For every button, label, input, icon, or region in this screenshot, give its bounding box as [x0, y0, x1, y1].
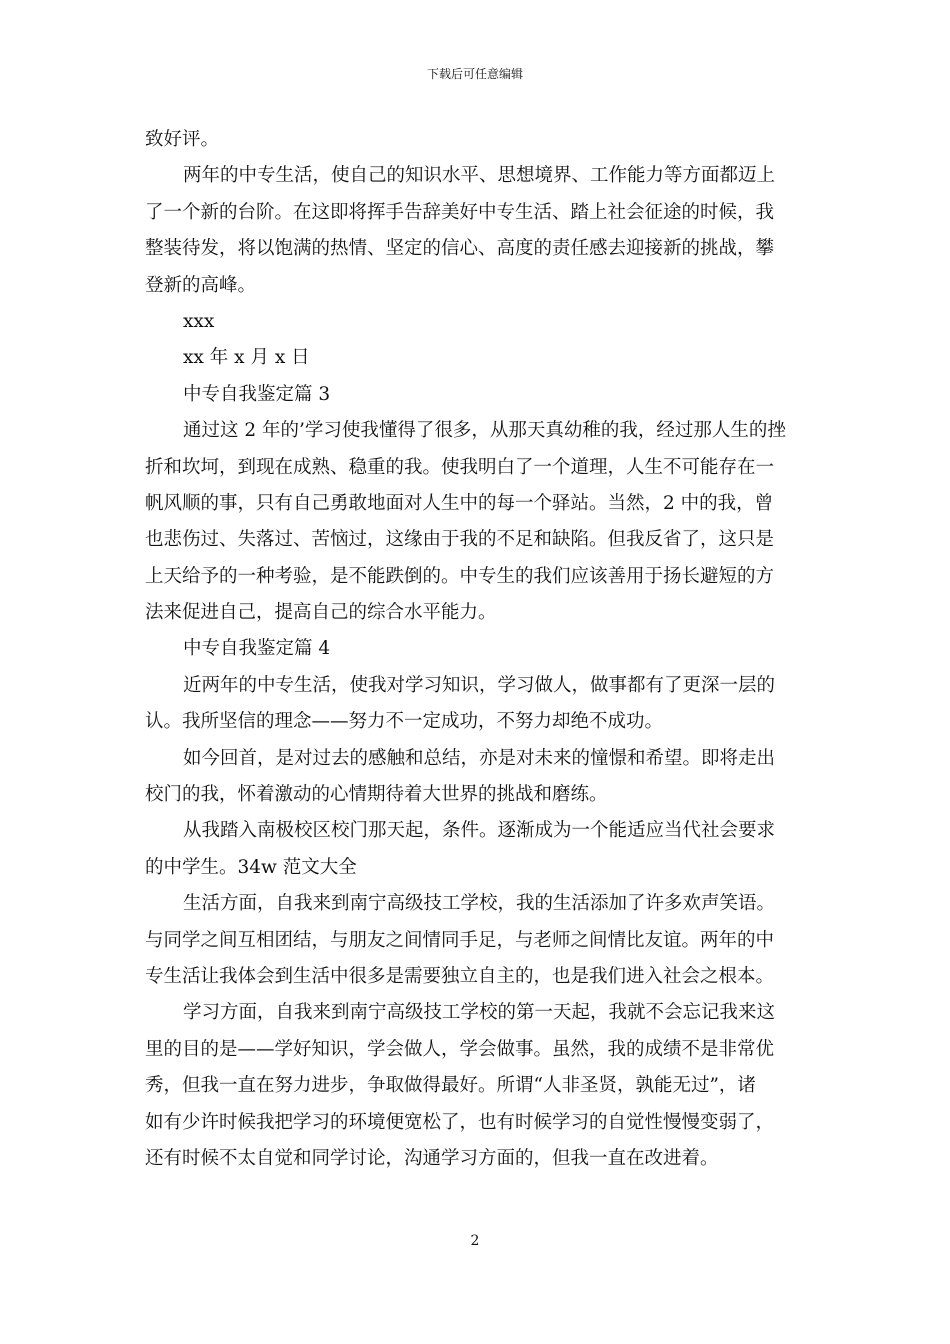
text-line: 学习方面，自我来到南宁高级技工学校的第一天起，我就不会忘记我来这 [183, 1002, 776, 1024]
text-line: 整装待发，将以饱满的热情、坚定的信心、高度的责任感去迎接新的挑战，攀 [145, 238, 775, 260]
text-line: 校门的我，怀着激动的心情期待着大世界的挑战和磨练。 [145, 784, 608, 806]
text-line: 致好评。 [145, 129, 220, 150]
page-header: 下载后可任意编辑 [426, 67, 523, 81]
signature-date: xx 年 x 月 x 日 [183, 347, 310, 369]
text-line: 与同学之间互相团结，与朋友之间情同手足，与老师之间情比友谊。两年的中 [145, 929, 775, 951]
text-line: 上天给予的一种考验，是不能跌倒的。中专生的我们应该善用于扬长避短的方 [145, 565, 775, 587]
text-line: 从我踏入南极校区校门那天起，条件。逐渐成为一个能适应当代社会要求 [183, 820, 776, 842]
text-line: 两年的中专生活，使自己的知识水平、思想境界、工作能力等方面都迈上 [183, 165, 776, 187]
signature-name: xxx [183, 310, 215, 332]
text-line: 专生活让我体会到生活中很多是需要独立自主的，也是我们进入社会之根本。 [145, 965, 775, 987]
text-line: 还有时候不太自觉和同学讨论，沟通学习方面的，但我一直在改进着。 [145, 1147, 719, 1169]
text-line: 折和坎坷，到现在成熟、稳重的我。使我明白了一个道理，人生不可能存在一 [145, 456, 775, 478]
section-heading: 中专自我鉴定篇 4 [183, 638, 331, 660]
text-line: 法来促进自己，提高自己的综合水平能力。 [145, 602, 497, 624]
page-number: 2 [470, 1233, 480, 1249]
text-line: 近两年的中专生活，使我对学习知识，学习做人，做事都有了更深一层的 [183, 674, 776, 696]
text-line: 登新的高峰。 [145, 274, 257, 296]
section-heading: 中专自我鉴定篇 3 [183, 383, 331, 405]
text-line: 了一个新的台阶。在这即将挥手告辞美好中专生活、踏上社会征途的时候，我 [145, 201, 775, 223]
text-line: 帆风顺的事，只有自己勇敢地面对人生中的每一个驿站。当然，2 中的我，曾 [145, 492, 774, 514]
text-line: 秀，但我一直在努力进步，争取做得最好。所谓“人非圣贤，孰能无过”，诸 [145, 1075, 756, 1097]
document-body [145, 122, 807, 1177]
text-line: 里的目的是——学好知识，学会做人，学会做事。虽然，我的成绩不是非常优 [145, 1038, 775, 1060]
text-line: 也悲伤过、失落过、苦恼过，这缘由于我的不足和缺陷。但我反省了，这只是 [145, 529, 775, 551]
text-line: 的中学生。34w 范文大全 [145, 856, 357, 878]
text-line: 通过这 2 年的’学习使我懂得了很多，从那天真幼稚的我，经过那人生的挫 [183, 420, 786, 442]
text-line: 生活方面，自我来到南宁高级技工学校，我的生活添加了许多欢声笑语。 [183, 893, 776, 915]
text-line: 如今回首，是对过去的感触和总结，亦是对未来的憧憬和希望。即将走出 [183, 747, 776, 769]
text-line: 认。我所坚信的理念——努力不一定成功，不努力却绝不成功。 [145, 711, 664, 733]
text-line: 如有少许时候我把学习的环境便宽松了，也有时候学习的自觉性慢慢变弱了， [145, 1111, 775, 1133]
